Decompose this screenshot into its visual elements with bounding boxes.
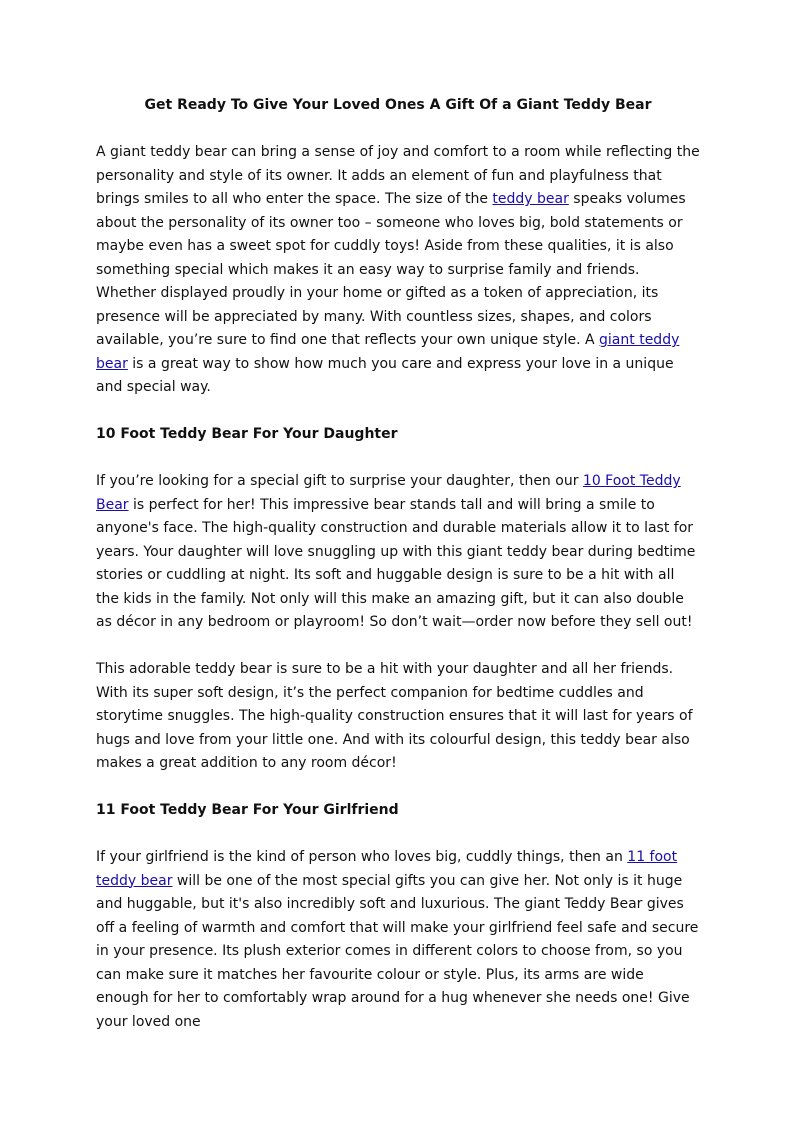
teddy-bear-link[interactable]: teddy bear <box>492 191 569 207</box>
intro-text-1: A giant teddy bear can bring a sense of joy and comfort to a room while reflecting the personality and style of its owner. It adds an element of fun and playfulness that brings smiles to all who enter the space. The size of the <box>96 144 700 207</box>
eleven-foot-teddy-bear-link[interactable]: 11 foot teddy bear <box>96 849 678 889</box>
girlfriend-text-2: will be one of the most special gifts you can give her. Not only is it huge and huggable, but it's also incredibly soft and luxurious. The giant Teddy Bear gives off a feeling of warmth and comfort that will make your girlfriend feel safe and secure in your presence. Its plush exterior comes in different colors to choose from, so you can make sure it matches her favourite colour or style. Plus, its arms are wide enough for her to comfortably wrap around for a hug whenever she needs one! Give your loved one <box>96 872 699 1030</box>
daughter-text-2: is perfect for her! This impressive bear stands tall and will bring a smile to anyone's face. The high-quality construction and durable materials allow it to last for years. Your daughter will love snuggling up with this giant teddy bear during bedtime stories or cuddling at night. Its soft and huggable design is sure to be a hit with all the kids in the family. Not only will this make an amazing gift, but it can also double as décor in any bedroom or playroom! So don’t wait—order now before they sell out! <box>96 496 696 630</box>
ten-foot-teddy-bear-link[interactable]: 10 Foot Teddy Bear <box>96 473 681 513</box>
spacer <box>96 447 700 471</box>
daughter-paragraph-2: This adorable teddy bear is sure to be a hit with your daughter and all her friends. With its super soft design, it’s the perfect companion for bedtime cuddles and storytime snuggles. The high-quality construction ensures that it will last for years of hugs and love from your little one. And with its colourful design, this teddy bear also makes a great addition to any room décor! <box>96 661 693 771</box>
section-heading-girlfriend: 11 Foot Teddy Bear For Your Girlfriend <box>96 802 399 818</box>
intro-text-2: speaks volumes about the personality of its owner too – someone who loves big, bold statements or maybe even has a sweet spot for cuddly toys! Aside from these qualities, it is also something special which makes it an easy way to surprise family and friends. Whether displayed proudly in your home or gifted as a token of appreciation, its presence will be appreciated by many. With countless sizes, shapes, and colors available, you’re sure to find one that reflects your own unique style. A <box>96 191 686 348</box>
girlfriend-paragraph-1 <box>96 846 700 1034</box>
spacer <box>96 823 700 847</box>
intro-paragraph <box>96 141 700 400</box>
girlfriend-text-1: If your girlfriend is the kind of person who loves big, cuddly things, then an <box>96 849 628 865</box>
spacer <box>96 635 700 659</box>
spacer <box>96 776 700 800</box>
giant-teddy-bear-link[interactable]: giant teddy bear <box>96 332 680 372</box>
daughter-text-1: If you’re looking for a special gift to surprise your daughter, then our <box>96 473 583 489</box>
section-heading-daughter: 10 Foot Teddy Bear For Your Daughter <box>96 426 398 442</box>
page-title: Get Ready To Give Your Loved Ones A Gift Of a Giant Teddy Bear <box>144 97 652 113</box>
daughter-paragraph-1 <box>96 470 700 635</box>
document-page <box>96 0 700 1034</box>
spacer <box>96 118 700 142</box>
intro-text-3: is a great way to show how much you care and express your love in a unique and special way. <box>96 355 674 395</box>
spacer <box>96 400 700 424</box>
